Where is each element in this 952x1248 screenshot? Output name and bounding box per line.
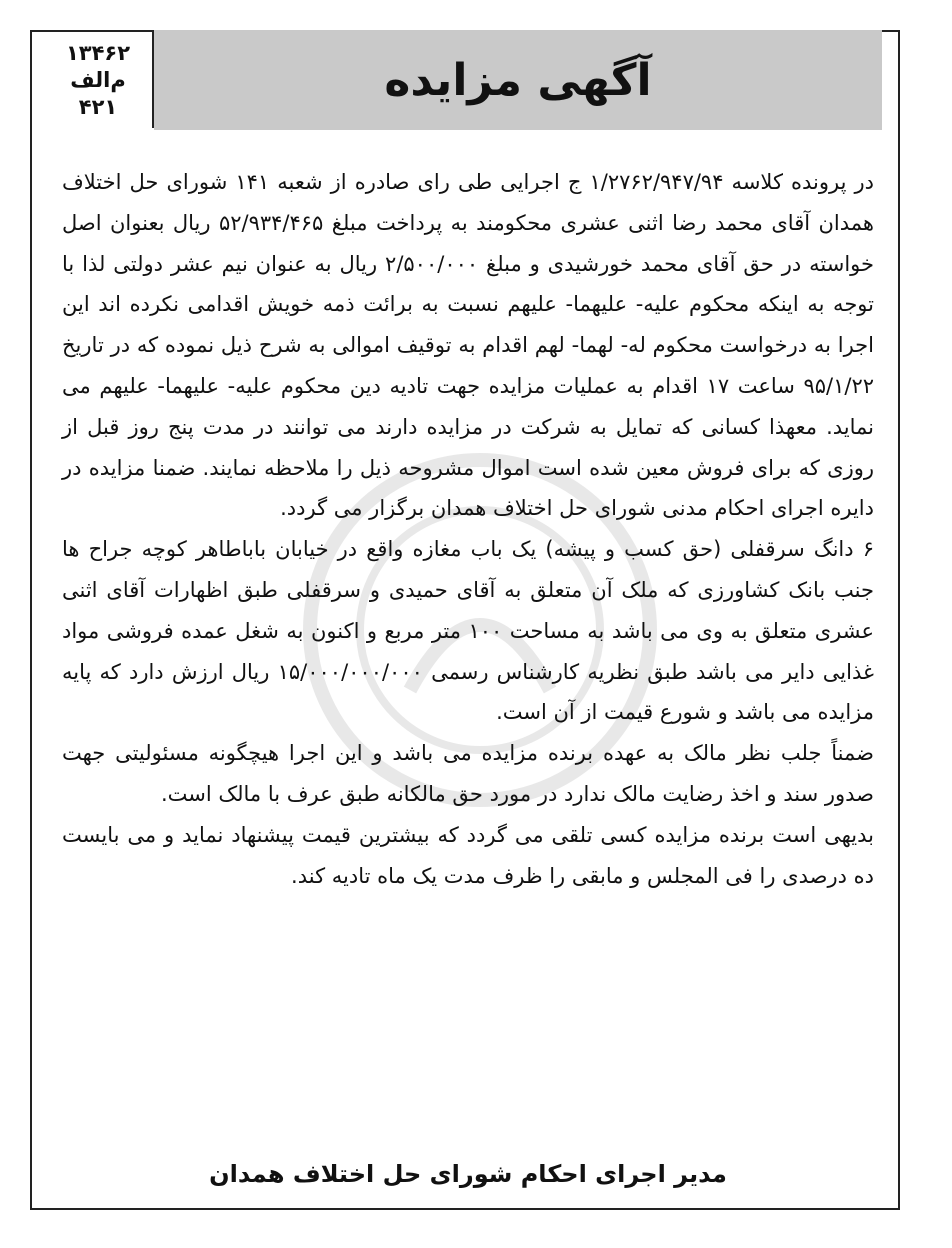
page-title: آگهی مزایده: [384, 54, 652, 106]
body-paragraph-3: ضمناً جلب نظر مالک به عهده برنده مزایده می باشد و این اجرا هیچگونه مسئولیتی جهت صدور سند و اخذ رضایت مالک ندارد در مورد حق مالکانه طبق عرف با مالک است.: [62, 741, 874, 806]
body-paragraph-1: در پرونده کلاسه ۱/۲۷۶۲/۹۴۷/۹۴ ج اجرایی طی رای صادره از شعبه ۱۴۱ شورای حل اختلاف همدان آقای محمد رضا اثنی عشری محکومند به پرداخت مبلغ ۵۲/۹۳۴/۴۶۵ ریال بعنوان اصل خواسته در حق آقای محمد خورشیدی و مبلغ ۲/۵۰۰/۰۰۰ ریال به عنوان نیم عشر دولتی لذا با توجه به اینکه محکوم علیه- علیهما- علیهم نسبت به برائت ذمه خویش اقدامی نکرده اند این اجرا به درخواست محکوم له- لهما- لهم اقدام به توقیف اموالی به شرح ذیل نموده که در تاریخ ۹۵/۱/۲۲ ساعت ۱۷ اقدام به عملیات مزایده جهت تادیه دین محکوم علیه- علیهما- علیهم می نماید. معهذا کسانی که تمایل به شرکت در مزایده دارند می توانند در مدت پنج روز قبل از روزی که برای فروش معین شده است اموال مشروحه ذیل را ملاحظه نمایند. ضمنا مزایده در دایره اجرای احکام مدنی شورای حل اختلاف همدان برگزار می گردد.: [62, 170, 874, 521]
title-banner: [154, 30, 882, 130]
notice-code-box: [44, 32, 154, 128]
signature-line: مدیر اجرای احکام شورای حل اختلاف همدان: [209, 1160, 727, 1188]
body-paragraph-2: ۶ دانگ سرقفلی (حق کسب و پیشه) یک باب مغازه واقع در خیابان باباطاهر کوچه جراح ها جنب بانک کشاورزی که ملک آن متعلق به آقای حمیدی و سرقفلی طبق اظهارات آقای اثنی عشری متعلق به وی می باشد به مساحت ۱۰۰ متر مربع و اکنون به شغل عمده فروشی مواد غذایی دایر می باشد طبق نظریه کارشناس رسمی ۱۵/۰۰۰/۰۰۰/۰۰۰ ریال ارزش دارد که پایه مزایده می باشد و شورع قیمت از آن است.: [62, 537, 874, 725]
notice-code-number: ۴۲۱: [78, 94, 118, 119]
notice-body: [62, 162, 874, 896]
notice-number: ۱۳۴۶۲: [65, 40, 131, 65]
notice-header: [30, 30, 900, 130]
body-paragraph-4: بدیهی است برنده مزایده کسی تلقی می گردد که بیشترین قیمت پیشنهاد نماید و می بایست ده درصدی را فی المجلس و مابقی را ظرف مدت یک ماه تادیه کند.: [62, 822, 874, 888]
notice-code-prefix: م‌الف: [70, 67, 126, 92]
